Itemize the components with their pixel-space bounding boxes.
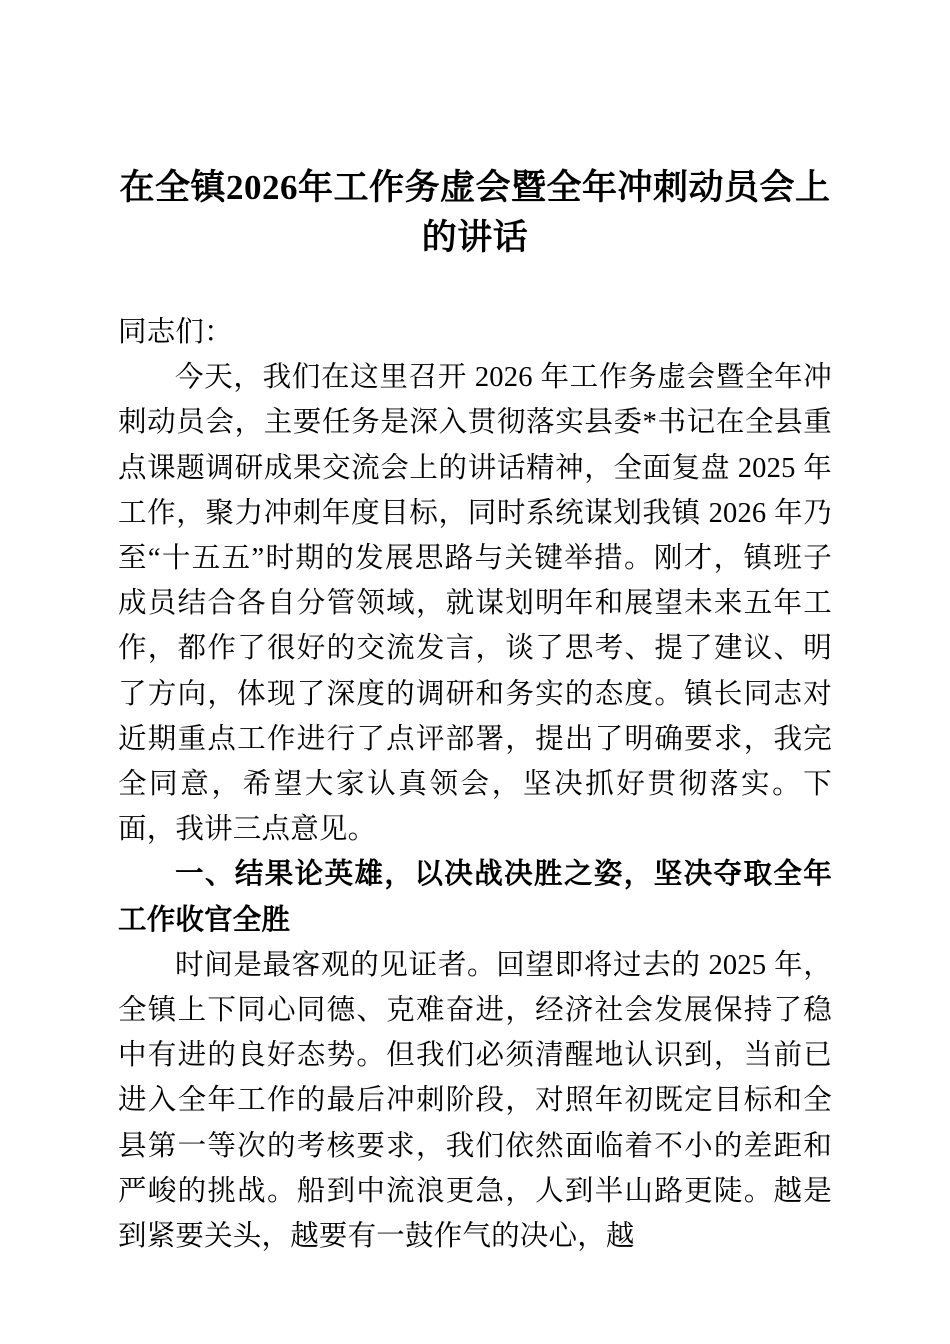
paragraph-section-one-body: 时间是最客观的见证者。回望即将过去的 2025 年，全镇上下同心同德、克难奋进，经济社会发展保持了稳中有进的良好态势。但我们必须清醒地认识到，当前已进入全年工作的最后冲刺阶段，对照年初既定目标和全县第一等次的考核要求，我们依然面临着不小的差距和严峻的挑战。船到中流浪更急，人到半山路更陡。越是到紧要关头，越要有一鼓作气的决心，越 <box>118 949 832 1253</box>
page-title: 在全镇2026年工作务虚会暨全年冲刺动员会上的讲话 <box>119 168 831 257</box>
paragraph-intro: 今天，我们在这里召开 2026 年工作务虚会暨全年冲刺动员会，主要任务是深入贯彻落实县委*书记在全县重点课题调研成果交流会上的讲话精神，全面复盘 2025 年工作，聚力冲刺年度目标，同时系统谋划我镇 2026 年乃至“十五五”时期的发展思路与关键举措。刚才，镇班子成员结合各自分管领域，就谋划明年和展望未来五年工作，都作了很好的交流发言，谈了思考、提了建议、明了方向，体现了深度的调研和务实的态度。镇长同志对近期重点工作进行了点评部署，提出了明确要求，我完全同意，希望大家认真领会，坚决抓好贯彻落实。下面，我讲三点意见。 <box>118 362 832 846</box>
document-content <box>118 0 832 1259</box>
section-heading-one: 一、结果论英雄，以决战决胜之姿，坚决夺取全年工作收官全胜 <box>118 858 832 936</box>
salutation: 同志们： <box>118 317 233 348</box>
